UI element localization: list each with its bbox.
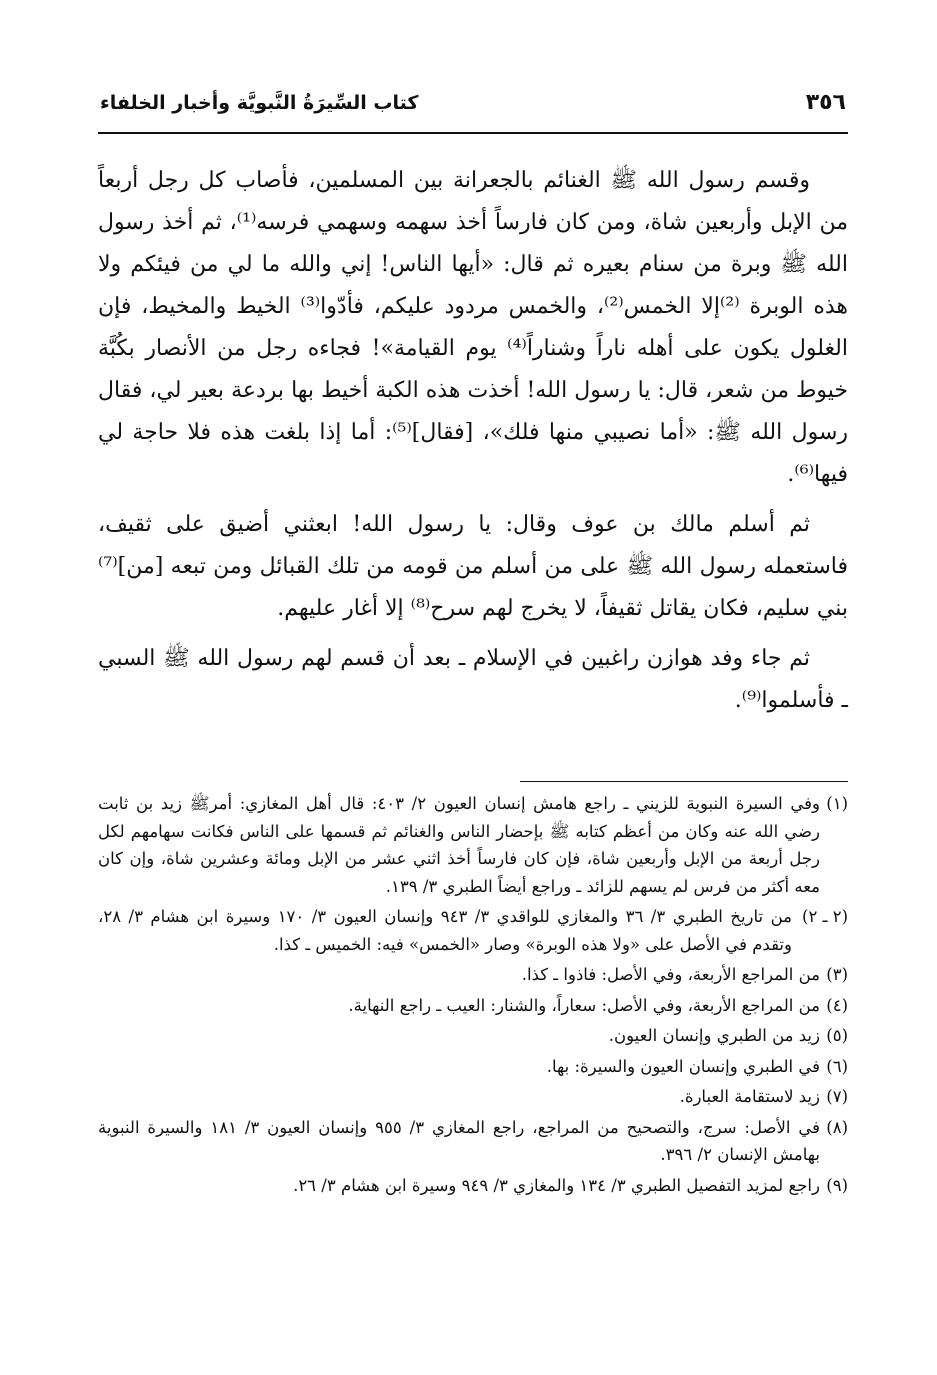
footnote (98, 1022, 848, 1050)
footnote-number: (٦) (826, 1056, 848, 1076)
footnote-number: (٤) (826, 995, 848, 1015)
footnote-text: من المراجع الأربعة، وفي الأصل: فاذوا ـ كذا. (521, 965, 820, 984)
page-number: ٣٥٦ (805, 90, 846, 115)
footnote (98, 1114, 848, 1169)
footnote-text: زيد لاستقامة العبارة. (679, 1087, 820, 1106)
footnote-text: راجع لمزيد التفصيل الطبري ٣/ ١٣٤ والمغازي ٣/ ٩٤٩ وسيرة ابن هشام ٣/ ٢٦. (293, 1175, 820, 1195)
footnotes (98, 790, 848, 1202)
footnote-number: (١) (826, 794, 848, 813)
paragraph-malik-bin-awf: ثم أسلم مالك بن عوف وقال: يا رسول الله! ابعثني أضيق على ثقيف، فاستعمله رسول الله ﷺ على من أسلم من قومه من تلك القبائل ومن تبعه [من]⁽⁷⁾ بني سليم، فكان يقاتل ثقيفاً، لا يخرج لهم سرح⁽⁸⁾ إلا أغار عليهم. (98, 512, 848, 621)
footnote-text: في الطبري وإنسان العيون والسيرة: بها. (546, 1056, 820, 1076)
footnote (98, 790, 848, 900)
footnote-separator (520, 781, 848, 782)
footnote-number: (٧) (826, 1087, 848, 1106)
main-text (98, 160, 848, 730)
footnote-text: من تاريخ الطبري ٣/ ٣٦ والمغازي للواقدي ٣/ ٩٤٣ وإنسان العيون ٣/ ١٧٠ وسيرة ابن هشام ٣/ ٢٨، وتقدم في الأصل على «ولا هذه الوبرة» وصار «الخمس» فيه: الخميس ـ كذا. (98, 907, 792, 954)
footnote-number: (٩) (826, 1175, 848, 1195)
footnote-text: من المراجع الأربعة، وفي الأصل: سعاراً، والشنار: العيب ـ راجع النهاية. (348, 995, 820, 1015)
footnote-text: وفي السيرة النبوية للزيني ـ راجع هامش إنسان العيون ٢/ ٤٠٣: قال أهل المغازي: أمرﷺ زيد بن ثابت رضي الله عنه وكان من أعظم كتابه ﷺ بإحضار الناس والغنائم ثم قسمها على الناس فكانت سهامهم لكل رجل أربعة من الإبل وأربعين شاة، فإن كان فارساً أخذ اثني عشر من الإبل ومائة وعشرين شاة، وإن كان معه أكثر من فرس لم يسهم للزائد ـ وراجع أيضاً الطبري ٣/ ١٣٩. (98, 794, 820, 896)
footnote-number: (٢ ـ ٢) (802, 907, 848, 926)
footnote (98, 961, 848, 989)
footnote (98, 903, 848, 958)
footnote-number: (٣) (826, 965, 848, 984)
running-title: كتاب السِّيرَةُ النَّبويَّة وأخبار الخلفاء (100, 92, 419, 114)
footnote (98, 1172, 848, 1200)
footnote (98, 1083, 848, 1111)
paragraph-distribution-of-spoils: وقسم رسول الله ﷺ الغنائم بالجعرانة بين المسلمين، فأصاب كل رجل أربعاً من الإبل وأربعين شاة، ومن كان فارساً أخذ سهمه وسهمي فرسه⁽¹⁾، ثم أخذ رسول الله ﷺ وبرة من سنام بعيره ثم قال: «أيها الناس! إني والله ما لي من فيئكم ولا هذه الوبرة ⁽²⁾إلا الخمس⁽²⁾، والخمس مردود عليكم، فأدّوا⁽³⁾ الخيط والمخيط، فإن الغلول يكون على أهله ناراً وشناراً⁽⁴⁾ يوم القيامة»! فجاءه رجل من الأنصار بكُبَّة خيوط من شعر، قال: يا رسول الله! أخذت هذه الكبة أخيط بها بردعة بعير لي، فقال رسول الله ﷺ: «أما نصيبي منها فلك»، [فقال]⁽⁵⁾: أما إذا بلغت هذه فلا حاجة لي فيها⁽⁶⁾. (98, 168, 848, 487)
footnote-text: في الأصل: سرج، والتصحيح من المراجع، راجع المغازي ٣/ ٩٥٥ وإنسان العيون ٣/ ١٨١ والسيرة النبوية بهامش الإنسان ٢/ ٣٩٦. (98, 1117, 821, 1164)
footnote (98, 992, 848, 1020)
page-header (98, 86, 848, 134)
footnote (98, 1053, 848, 1081)
paragraph-hawazin-delegation: ثم جاء وفد هوازن راغبين في الإسلام ـ بعد أن قسم لهم رسول الله ﷺ السبي ـ فأسلموا⁽⁹⁾. (98, 646, 848, 713)
footnote-number: (٥) (826, 1026, 848, 1045)
footnote-text: زيد من الطبري وإنسان العيون. (608, 1026, 820, 1045)
footnote-number: (٨) (826, 1117, 848, 1137)
